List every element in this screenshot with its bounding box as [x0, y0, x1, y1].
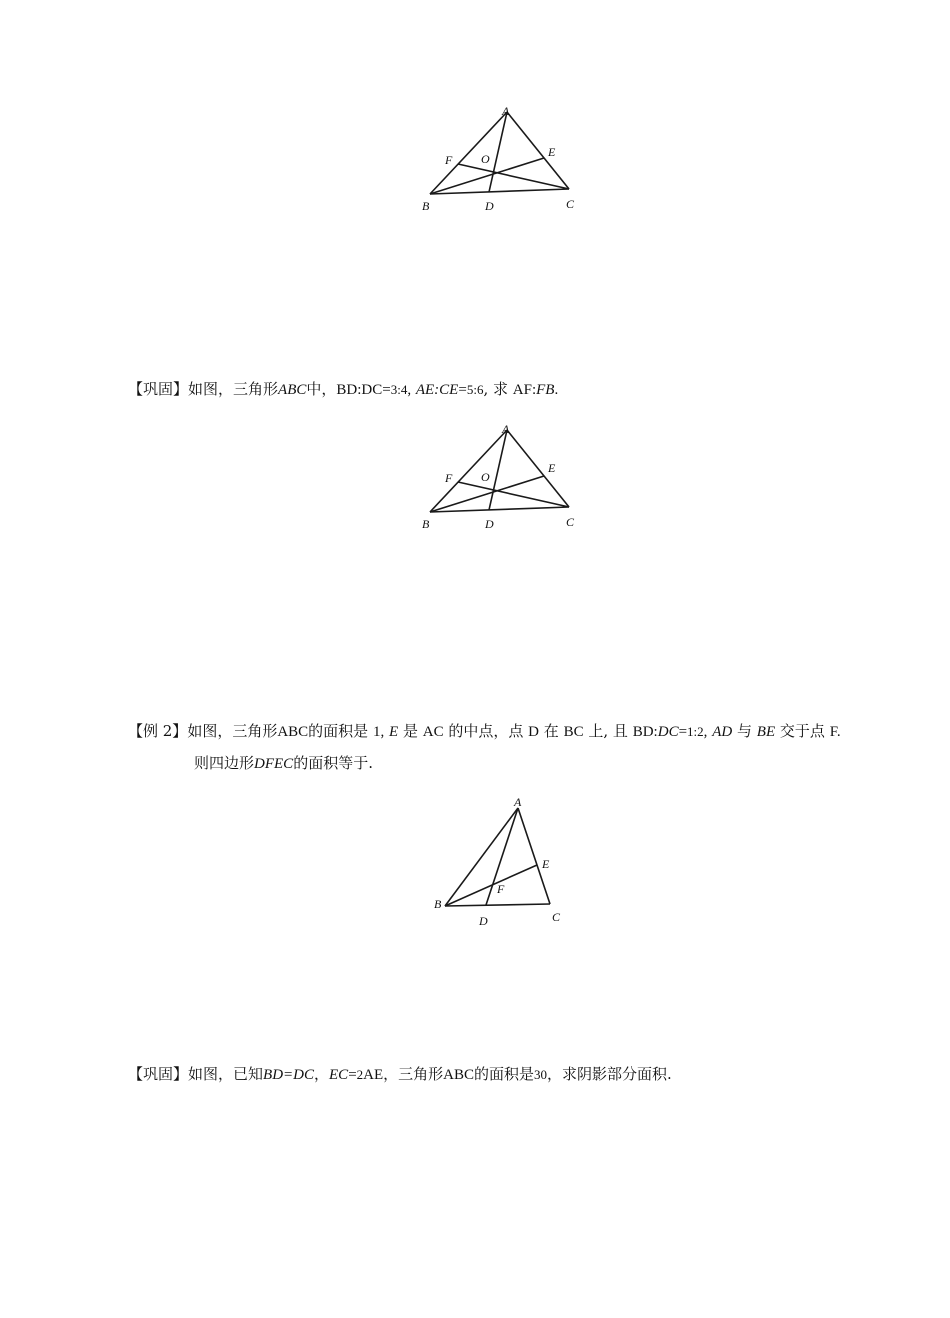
label-b: B	[434, 897, 442, 911]
problem-1-tag: 【巩固】	[128, 380, 189, 398]
quadrilateral-dfec: DFEC	[254, 756, 294, 772]
problem-3-text-4: ，求阴影部分面积.	[547, 1065, 672, 1083]
problem-2-text-4: 的中点，点	[448, 722, 524, 740]
problem-2-text-6: 上, 且	[588, 722, 628, 740]
comma-1: ,	[380, 724, 385, 740]
side-ab	[445, 808, 518, 906]
figure-3-triangle	[425, 790, 585, 935]
triangle-abc: ABC	[443, 1067, 475, 1083]
problem-2	[128, 720, 888, 743]
segment-ac: AC	[422, 724, 444, 740]
segment-ae: AE	[363, 1067, 384, 1083]
label-e: E	[542, 857, 550, 871]
label-f: F	[497, 882, 505, 896]
segment-ec: EC	[329, 1067, 349, 1083]
label-c: C	[566, 515, 575, 529]
segment-be: BE	[756, 724, 776, 740]
label-f: F	[445, 153, 453, 167]
problem-3-tag: 【巩固】	[128, 1065, 189, 1083]
area-value: 30	[534, 1067, 548, 1082]
triangle-abc: ABC	[277, 724, 309, 740]
label-o: O	[481, 470, 490, 484]
equals: =	[678, 724, 688, 740]
problem-3-text-2: ，三角形	[383, 1065, 444, 1083]
ratio-2-value: 5:6	[466, 382, 484, 397]
label-c: C	[552, 910, 561, 924]
label-d: D	[485, 199, 494, 213]
label-a: A	[514, 795, 522, 809]
label-b: B	[422, 199, 430, 213]
side-ac	[518, 808, 550, 904]
problem-3-text-1: 如图，已知	[188, 1065, 264, 1083]
figure-2-triangle	[410, 418, 600, 538]
label-b: B	[422, 517, 430, 531]
period: .	[554, 382, 559, 398]
equality-bd-dc: BD=DC	[263, 1067, 314, 1083]
comma-1: ,	[407, 382, 412, 398]
problem-2-line-2	[194, 752, 950, 775]
problem-2-line-2-b: 的面积等于.	[293, 754, 373, 772]
label-o: O	[481, 152, 490, 166]
comma-2: ,	[703, 724, 708, 740]
segment-bc: BC	[563, 724, 584, 740]
point-d: D	[528, 724, 540, 740]
triangle-abc: ABC	[278, 382, 307, 398]
problem-2-text-1: 如图，三角形	[187, 722, 278, 740]
problem-1-text-3: , 求	[483, 380, 508, 398]
problem-1-text-2: 中，	[306, 380, 337, 398]
side-bc	[430, 189, 569, 194]
label-a: A	[502, 422, 510, 436]
coefficient: 2	[356, 1067, 364, 1082]
problem-3	[128, 1063, 888, 1086]
point-f: F.	[829, 724, 841, 740]
area-value: 1	[372, 724, 381, 740]
equals-1: =	[382, 382, 391, 398]
label-f: F	[445, 471, 453, 485]
problem-2-text-7: 与	[736, 722, 752, 740]
label-d: D	[485, 517, 494, 531]
label-e: E	[548, 145, 556, 159]
separator: ，	[314, 1065, 330, 1083]
figure-1-triangle	[410, 100, 600, 220]
label-d: D	[479, 914, 488, 928]
cevian-ad	[489, 112, 507, 192]
segment-ad: AD	[712, 724, 733, 740]
problem-1-text-1: 如图，三角形	[188, 380, 279, 398]
label-a: A	[502, 104, 510, 118]
point-e: E	[389, 724, 399, 740]
ratio-1-value: 3:4	[390, 382, 408, 397]
problem-1	[128, 378, 888, 401]
segment-dc: DC	[657, 724, 679, 740]
problem-2-line-2-a: 则四边形	[194, 754, 255, 772]
side-bc	[445, 904, 550, 906]
equals-2: =	[458, 382, 467, 398]
ratio-ae-ce-label: AE:CE	[415, 382, 459, 398]
label-c: C	[566, 197, 575, 211]
side-bc	[430, 507, 569, 512]
problem-2-tag: 【例 2】	[128, 722, 188, 740]
ratio-value: 1:2	[687, 724, 704, 739]
segment-fb: FB	[536, 382, 555, 398]
ratio-bd-label: BD:	[632, 724, 658, 740]
problem-2-text-2: 的面积是	[308, 722, 369, 740]
problem-2-text-3: 是	[402, 722, 418, 740]
problem-2-text-8: 交于点	[779, 722, 825, 740]
ratio-bd-dc-label: BD:DC	[336, 382, 383, 398]
ratio-af-label: AF:	[512, 382, 537, 398]
label-e: E	[548, 461, 556, 475]
problem-2-text-5: 在	[543, 722, 559, 740]
cevian-ad	[489, 430, 507, 510]
equals: =	[348, 1067, 357, 1083]
problem-3-text-3: 的面积是	[474, 1065, 535, 1083]
segment-be	[445, 865, 537, 906]
